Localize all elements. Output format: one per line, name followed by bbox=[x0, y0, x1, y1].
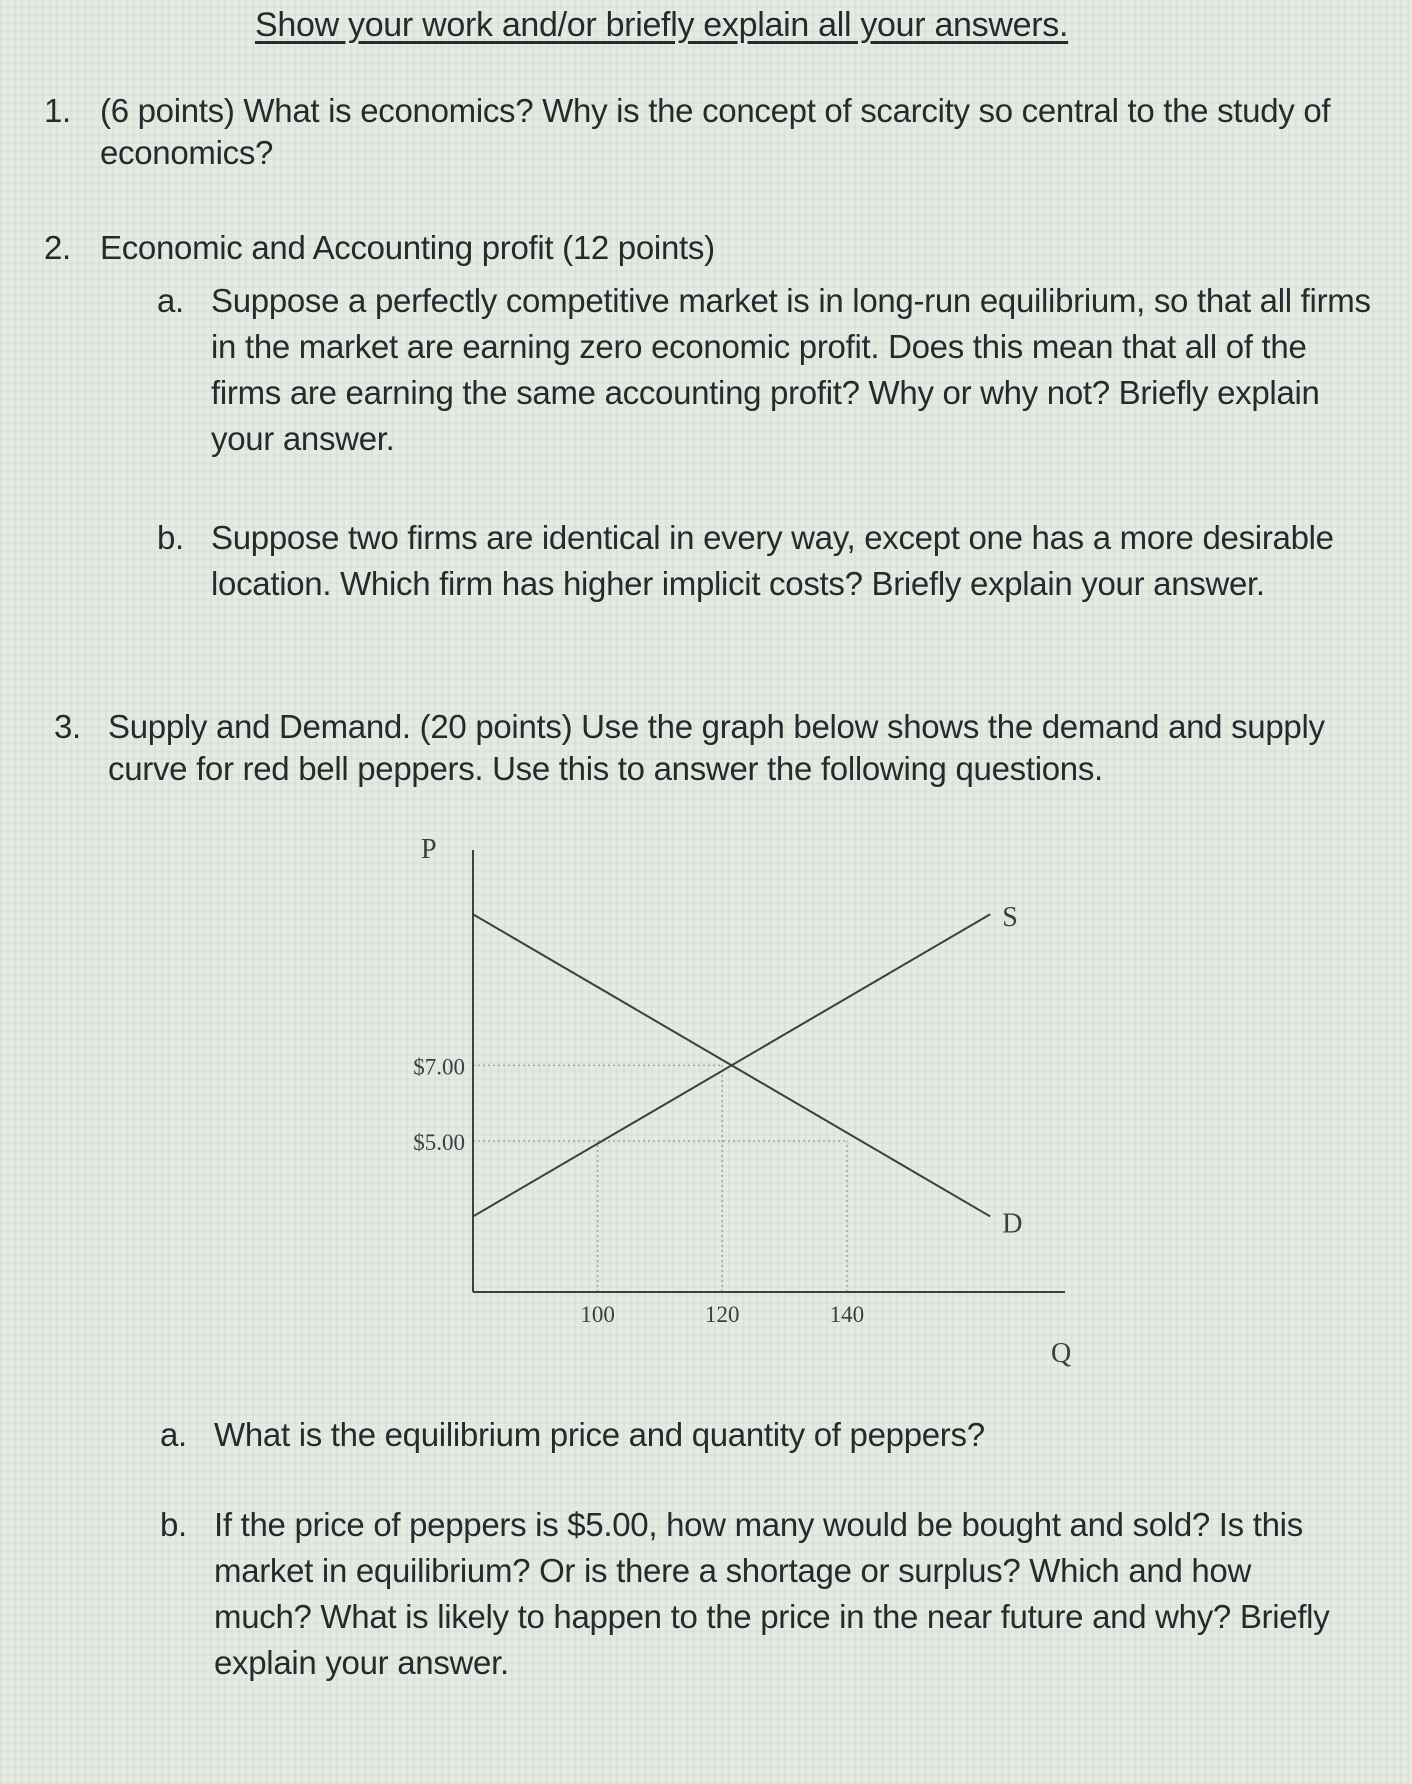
question-3b-label: b. bbox=[160, 1506, 187, 1543]
curves bbox=[473, 902, 1022, 1239]
question-1-text: (6 points) What is economics? Why is the concept of scarcity so central to the study of economics? bbox=[100, 92, 1331, 171]
y-tick-label: $5.00 bbox=[413, 1129, 465, 1155]
x-tick-label: 120 bbox=[705, 1302, 740, 1327]
demand-label: D bbox=[1002, 1208, 1023, 1240]
question-2-title: Economic and Accounting profit (12 points) bbox=[100, 229, 715, 266]
x-tick-label: 100 bbox=[580, 1302, 615, 1327]
question-3b-text: If the price of peppers is $5.00, how many would be bought and sold? Is this market in equilibrium? Or is there a shortage or surplus? Which and how much? What is likely to happen to the price in the near future and why? Briefly explain your answer. bbox=[214, 1506, 1330, 1681]
y-tick-label: $7.00 bbox=[413, 1054, 465, 1080]
question-1 bbox=[44, 90, 1374, 174]
instructions-heading: Show your work and/or briefly explain all your answers. bbox=[255, 6, 1069, 44]
supply-demand-chart bbox=[300, 820, 1100, 1380]
question-1-number: 1. bbox=[44, 92, 71, 129]
question-2a bbox=[157, 278, 1382, 462]
question-3a-label: a. bbox=[160, 1416, 187, 1453]
question-3b bbox=[160, 1502, 1350, 1686]
question-2-number: 2. bbox=[44, 229, 71, 266]
x-tick-label: 140 bbox=[829, 1302, 865, 1327]
question-3a-text: What is the equilibrium price and quantity of peppers? bbox=[214, 1416, 985, 1453]
question-3-number: 3. bbox=[54, 708, 81, 745]
question-2b-label: b. bbox=[157, 519, 184, 556]
y-axis-label: P bbox=[421, 834, 437, 865]
axis-labels bbox=[413, 834, 1071, 1369]
question-3a bbox=[160, 1412, 1360, 1458]
x-axis-label: Q bbox=[1051, 1338, 1072, 1369]
supply-label: S bbox=[1002, 902, 1018, 934]
question-2b bbox=[157, 515, 1357, 607]
question-3-text: Supply and Demand. (20 points) Use the graph below shows the demand and supply curve for red bell peppers. Use this to answer the following questions. bbox=[108, 708, 1325, 787]
question-3 bbox=[54, 706, 1384, 790]
question-2b-text: Suppose two firms are identical in every way, except one has a more desirable location. Which firm has higher implicit costs? Briefly explain your answer. bbox=[211, 519, 1334, 602]
question-2a-label: a. bbox=[157, 282, 184, 319]
question-2 bbox=[44, 227, 1374, 269]
question-2a-text: Suppose a perfectly competitive market is in long-run equilibrium, so that all firms in the market are earning zero economic profit. Does this mean that all of the firms are earning the same accounting profit? Why or why not? Briefly explain your answer. bbox=[211, 282, 1371, 457]
